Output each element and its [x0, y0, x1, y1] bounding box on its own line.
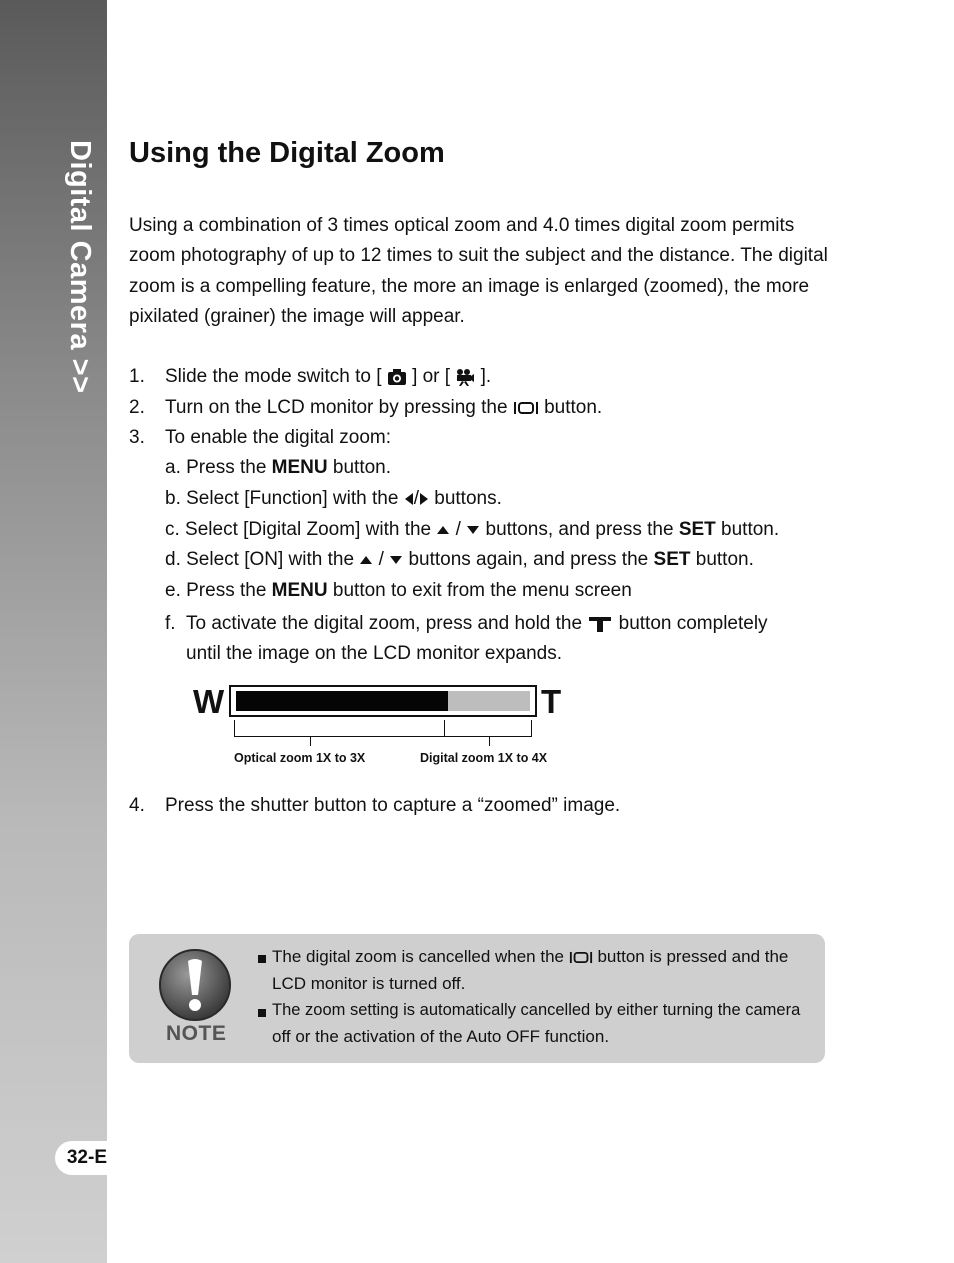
step-text: [165, 366, 491, 388]
substep-text: buttons, and press the: [485, 519, 674, 540]
up-arrow-icon: [359, 555, 373, 565]
step-text-part: ] or [: [412, 366, 451, 387]
step-text-part: Turn on the LCD monitor by pressing the: [165, 397, 508, 418]
substep-text: a. Press the: [165, 457, 267, 478]
step-number: 2.: [129, 397, 145, 418]
substep-text: button.: [721, 519, 780, 540]
substep-c: [165, 519, 779, 541]
substep-d: [165, 549, 754, 571]
note-box: [129, 934, 825, 1063]
movie-camera-icon: [455, 368, 475, 386]
step-text: Press the shutter button to capture a “zoomed” image.: [165, 795, 621, 816]
note-item-2-line-2: off or the activation of the Auto OFF function.: [272, 1027, 610, 1046]
set-button-label: SET: [678, 519, 716, 540]
wide-label: W: [193, 683, 225, 720]
bullet: [258, 1009, 266, 1017]
substep-b: [165, 488, 502, 510]
substep-text: button completely: [618, 613, 768, 634]
up-arrow-icon: [436, 525, 450, 535]
page-title: Using the Digital Zoom: [129, 137, 445, 169]
zoom-track: [236, 691, 530, 711]
substep-e: [165, 580, 632, 602]
substep-text: To activate the digital zoom, press and hold the: [186, 613, 583, 634]
left-arrow-icon: [404, 492, 414, 506]
substep-text: buttons.: [434, 488, 502, 509]
substep-text: button.: [332, 457, 392, 478]
note-label: NOTE: [166, 1022, 227, 1045]
zoom-bar: [229, 685, 537, 717]
substep-f: [165, 613, 768, 635]
substep-text: button to exit from the menu screen: [332, 580, 632, 601]
down-arrow-icon: [389, 555, 403, 565]
down-arrow-icon: [466, 525, 480, 535]
substep-text: b. Select [Function] with the: [165, 488, 399, 509]
lcd-monitor-icon: [569, 951, 593, 964]
tele-label: T: [541, 683, 562, 720]
substep-text: button.: [695, 549, 754, 570]
step-text: [165, 397, 602, 419]
step-text-part: ].: [480, 366, 492, 387]
substep-text: buttons again, and press the: [408, 549, 649, 570]
section-label: Digital Camera >>: [64, 140, 96, 394]
substep-text: c. Select [Digital Zoom] with the: [165, 519, 432, 540]
separator: /: [378, 549, 384, 570]
substep-letter: f.: [165, 613, 176, 634]
optical-zoom-fill: [236, 691, 448, 711]
menu-button-label: MENU: [271, 457, 328, 478]
separator: /: [413, 488, 419, 509]
set-button-label: SET: [653, 549, 691, 570]
bullet: [258, 955, 266, 963]
note-item-1-line-1: [272, 944, 788, 971]
page-number: 32-E: [55, 1141, 107, 1175]
step-text-part: button.: [544, 397, 603, 418]
substep-text: e. Press the: [165, 580, 267, 601]
camera-icon: [387, 368, 407, 386]
note-item-2-line-1: The zoom setting is automatically cancelled by either turning the camera: [272, 1001, 801, 1019]
intro-paragraph: Using a combination of 3 times optical zoom and 4.0 times digital zoom permits zoom photography of up to 12 times to suit the subject and the distance. The digital zoom is a compelling feature, the more an image is enlarged (zoomed), the more pixilated (grainer) the image will appear.: [129, 215, 828, 327]
step-number: 4.: [129, 795, 145, 816]
optical-zoom-bracket: [234, 720, 445, 737]
optical-zoom-tick: [310, 736, 311, 746]
menu-button-label: MENU: [271, 580, 328, 601]
digital-zoom-label: Digital zoom 1X to 4X: [420, 751, 548, 765]
step-number: 3.: [129, 427, 145, 448]
step-text: To enable the digital zoom:: [165, 427, 392, 448]
note-text: button is pressed and the: [597, 947, 789, 966]
lcd-monitor-icon: [513, 401, 539, 415]
separator: /: [455, 519, 461, 540]
note-text: The digital zoom is cancelled when the: [272, 947, 564, 966]
substep-f-line1: [186, 613, 768, 635]
sidebar: [0, 0, 107, 1263]
substep-text: d. Select [ON] with the: [165, 549, 355, 570]
digital-zoom-bracket: [444, 720, 532, 737]
substep-f-line2: until the image on the LCD monitor expands.: [186, 643, 562, 664]
note-item-1-line-2: LCD monitor is turned off.: [272, 974, 466, 993]
step-text-part: Slide the mode switch to [: [165, 366, 382, 387]
digital-zoom-tick: [489, 736, 490, 746]
step-number: 1.: [129, 366, 145, 387]
right-arrow-icon: [419, 492, 429, 506]
exclamation-icon: [157, 949, 233, 1029]
substep-a: [165, 457, 391, 479]
tele-zoom-icon: [587, 615, 613, 633]
optical-zoom-label: Optical zoom 1X to 3X: [234, 751, 366, 765]
